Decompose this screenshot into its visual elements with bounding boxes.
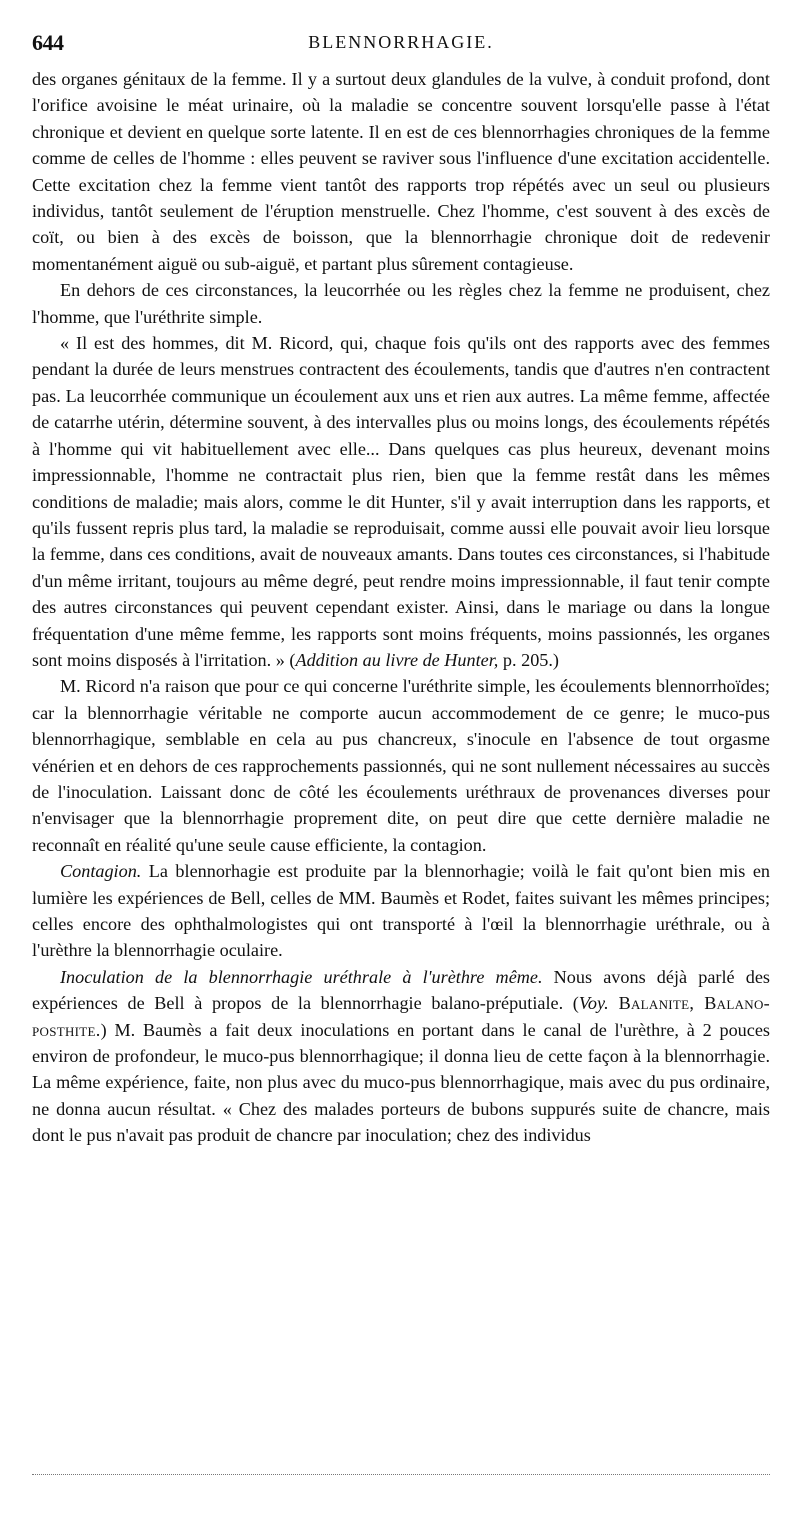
paragraph-inoculation: [32, 964, 770, 1149]
inoculation-text-a: Nous avons déjà parlé des expériences de Bell à propos de la blennorrhagie balano-préputiale. (: [32, 966, 770, 1014]
page-header: [32, 30, 770, 60]
paragraph-contagion: [32, 858, 770, 964]
contagion-text: La blennorhagie est produite par la blennorhagie; voilà le fait qu'ont bien mis en lumière les expériences de Bell, celles de MM. Baumès et Rodet, faites suivant les mêmes principes; celles encore des ophthalmologistes qui ont transporté à l'œil la blennorrhagie uréthrale, ou à l'urèthre la blennorrhagie oculaire.: [32, 861, 770, 961]
cross-reference: Balanite, Balano-posthite.: [32, 993, 770, 1040]
section-heading-contagion: Contagion.: [60, 861, 142, 882]
inoculation-text-b: ) M. Baumès a fait deux inoculations en portant dans le canal de l'urèthre, à 2 pouces environ de profondeur, le muco-pus blennorrhagique; il donna lieu de cette façon à la blennorrhagie. La même expérience, faite, non plus avec du muco-pus blennorrhagique, mais avec du pus ordinaire, ne donna aucun résultat. « Chez des malades porteurs de bubons suppurés suite de chancre, mais dont le pus n'avait pas produit de chancre par inoculation; chez des individus: [32, 1019, 770, 1146]
citation-title: Addition au livre de Hunter,: [295, 649, 499, 670]
voy-reference: Voy.: [578, 993, 609, 1014]
running-title: BLENNORRHAGIE.: [308, 32, 494, 52]
page-number: 644: [32, 30, 64, 55]
citation-page: p. 205.): [498, 649, 559, 670]
paragraph-1: des organes génitaux de la femme. Il y a surtout deux glandules de la vulve, à conduit profond, dont l'orifice avoisine le méat urinaire, où la maladie se concentre souvent lorsqu'elle passe à l'état chronique et devient en quelque sorte latente. Il en est de ces blennorrhagies chroniques de la femme comme de celles de l'homme : elles peuvent se raviver sous l'influence d'une excitation accidentelle. Cette excitation chez la femme vient tantôt des rapports trop répétés avec un seul ou plusieurs individus, tantôt seulement de l'éruption menstruelle. Chez l'homme, c'est souvent à des excès de coït, ou bien à des excès de boisson, que la blennorrhagie chronique doit de redevenir momentanément aiguë ou sub-aiguë, et partant plus sûrement contagieuse.: [32, 69, 770, 274]
body-text: [32, 66, 770, 1149]
paragraph-3-ricord-quote: [32, 330, 770, 673]
footer-divider: [32, 1474, 770, 1475]
section-heading-inoculation: Inoculation de la blennorrhagie uréthrale à l'urèthre même.: [60, 966, 543, 987]
quote-text: « Il est des hommes, dit M. Ricord, qui, chaque fois qu'ils ont des rapports avec des femmes pendant la durée de leurs menstrues contractent des écoulements, tandis que d'autres n'en contractent pas. La leucorrhée communique un écoulement aux uns et rien aux autres. La même femme, affectée de catarrhe utérin, détermine souvent, à des intervalles plus ou moins longs, des écoulements répétés à l'homme qui vit habituellement avec elle... Dans quelques cas plus heureux, devenant moins impressionnable, l'homme ne contractait plus rien, bien que la femme restât dans les mêmes conditions de maladie; mais alors, comme le dit Hunter, s'il y avait interruption dans les rapports, et qu'ils fussent repris plus tard, la maladie se reproduisait, comme aussi elle pouvait avoir lieu lorsque la femme, dans ces conditions, avait de nouveaux amants. Dans toutes ces circonstances, si l'habitude d'un même irritant, toujours au même degré, peut rendre moins impressionnable, il faut tenir compte des autres circonstances qui peuvent cependant exister. Ainsi, dans le mariage ou dans la longue fréquentation d'une même femme, les rapports sont moins fréquents, moins passionnés, les organes sont moins disposés à l'irritation. » (: [32, 333, 770, 670]
paragraph-2: En dehors de ces circonstances, la leucorrhée ou les règles chez la femme ne produisent, chez l'homme, que l'uréthrite simple.: [32, 280, 770, 327]
paragraph-4: M. Ricord n'a raison que pour ce qui concerne l'uréthrite simple, les écoulements blennorrhoïdes; car la blennorrhagie véritable ne comporte aucun accommodement de ce genre; le muco-pus blennorrhagique, semblable en cela au pus chancreux, s'inocule en l'absence de tout orgasme vénérien et en dehors de ces rapprochements passionnés, qui ne sont nullement nécessaires au succès de l'inoculation. Laissant donc de côté les écoulements uréthraux de provenances diverses pour n'envisager que la blennorrhagie proprement dite, on peut dire que cette dernière maladie ne reconnaît en réalité qu'une seule cause efficiente, la contagion.: [32, 676, 770, 855]
